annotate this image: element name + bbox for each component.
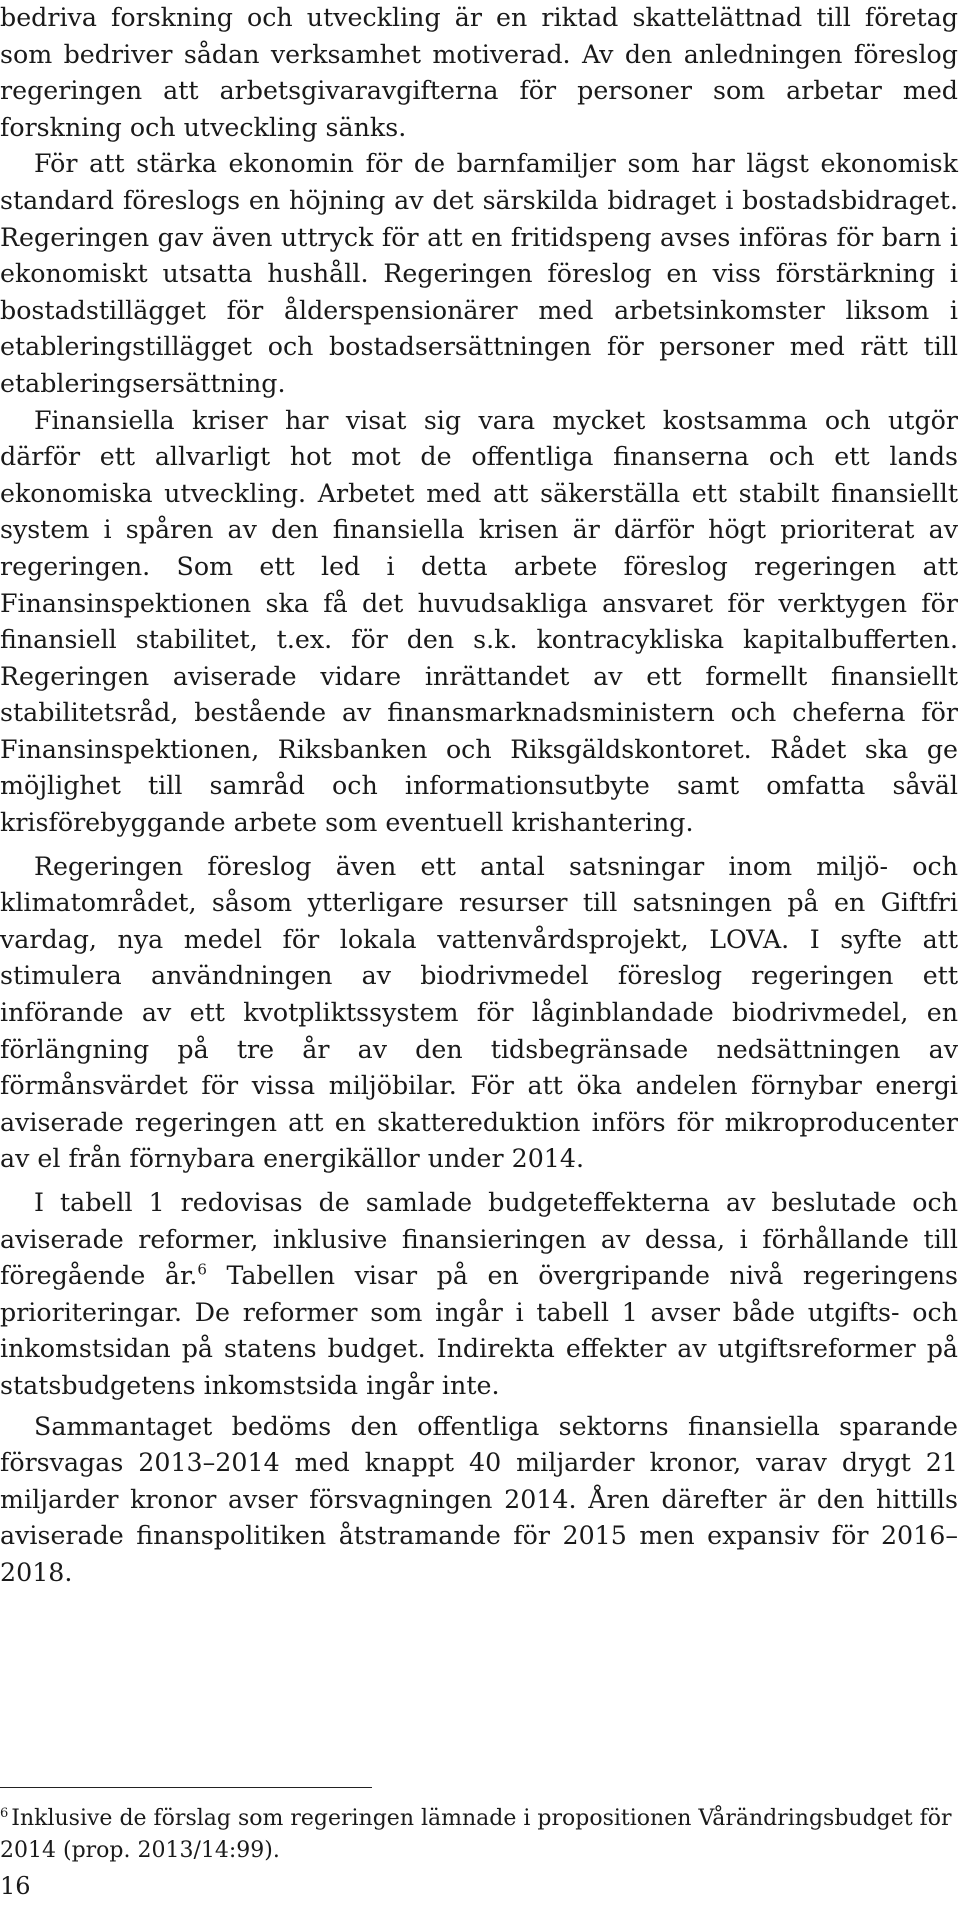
paragraph-table-reference-text: I tabell 1 redovisas de samlade budgeteffekterna av beslutade och aviserade reformer, inklusive finansieringen av dessa, i förhållande till föregående år.: [0, 1188, 958, 1291]
paragraph-environment: Regeringen föreslog även ett antal satsningar inom miljö- och klimatområdet, såsom ytterligare resurser till satsningen på en Giftfri vardag, nya medel för lokala vattenvårdsprojekt, LOVA. I syfte att stimulera användningen av biodrivmedel föreslog regeringen ett införande av ett kvotpliktssystem för låginblandade biodrivmedel, en förlängning på tre år av den tidsbegränsade nedsättningen av förmånsvärdet för vissa miljöbilar. För att öka andelen förnybar energi aviserade regeringen att en skattereduktion införs för mikroproducenter av el från förnybara energikällor under 2014.: [0, 851, 958, 1174]
footnote: [0, 1803, 958, 1867]
paragraph-financial-stability: Finansiella kriser har visat sig vara mycket kostsamma och utgör därför ett allvarligt hot mot de offentliga finanserna och ett lands ekonomiska utveckling. Arbetet med att säkerställa ett stabilt finansiellt system i spåren av den finansiella krisen är därför högt prioriterat av regeringen. Som ett led i detta arbete föreslog regeringen att Finansinspektionen ska få det huvudsakliga ansvaret för verktygen för finansiell stabilitet, t.ex. för den s.k. kontracykliska kapitalbufferten. Regeringen aviserade vidare inrättandet av ett formellt finansiellt stabilitetsråd, bestående av finansmarknadsministern och cheferna för Finansinspektionen, Riksbanken och Riksgäldskontoret. Rådet ska ge möjlighet till samråd och informationsutbyte samt omfatta såväl krisförebyggande arbete som eventuell krishantering.: [0, 405, 958, 838]
paragraph-summary: Sammantaget bedöms den offentliga sektorns finansiella sparande försvagas 2013–2014 med knappt 40 miljarder kronor, varav drygt 21 miljarder kronor avser försvagningen 2014. Åren därefter är den hittills aviserade finanspolitiken åtstramande för 2015 men expansiv för 2016–2018.: [0, 1411, 958, 1587]
page-number: 16: [0, 1872, 31, 1900]
footnote-divider: [0, 1787, 372, 1788]
paragraph-research-tax: bedriva forskning och utveckling är en riktad skattelättnad till företag som bedriver sådan verksamhet motiverad. Av den anledningen föreslog regeringen att arbetsgivaravgifterna för personer som arbetar med forskning och utveckling sänks.: [0, 3, 958, 142]
footnote-reference: 6: [197, 1260, 207, 1279]
footnote-paragraph: [0, 1803, 958, 1867]
paragraph-table-reference: [0, 1185, 958, 1405]
paragraph-families: För att stärka ekonomin för de barnfamiljer som har lägst ekonomisk standard föreslogs en höjning av det särskilda bidraget i bostadsbidraget. Regeringen gav även uttryck för att en fritidspeng avses införas för barn i ekonomiskt utsatta hushåll. Regeringen föreslog en viss förstärkning i bostadstillägget för ålderspensionärer med arbetsinkomster liksom i etableringstillägget och bostadsersättningen för personer med rätt till etableringsersättning.: [0, 149, 958, 398]
paragraph-table-reference-text-cont: Tabellen visar på en övergripande nivå regeringens prioriteringar. De reformer som ingår i tabell 1 avser både utgifts- och inkomstsidan på statens budget. Indirekta effekter av utgiftsreformer på statsbudgetens inkomstsida ingår inte.: [0, 1261, 958, 1400]
footnote-number: 6: [0, 1805, 9, 1821]
footnote-text: Inklusive de förslag som regeringen lämnade i propositionen Vårändringsbudget för 2014 (prop. 2013/14:99).: [0, 1806, 952, 1863]
